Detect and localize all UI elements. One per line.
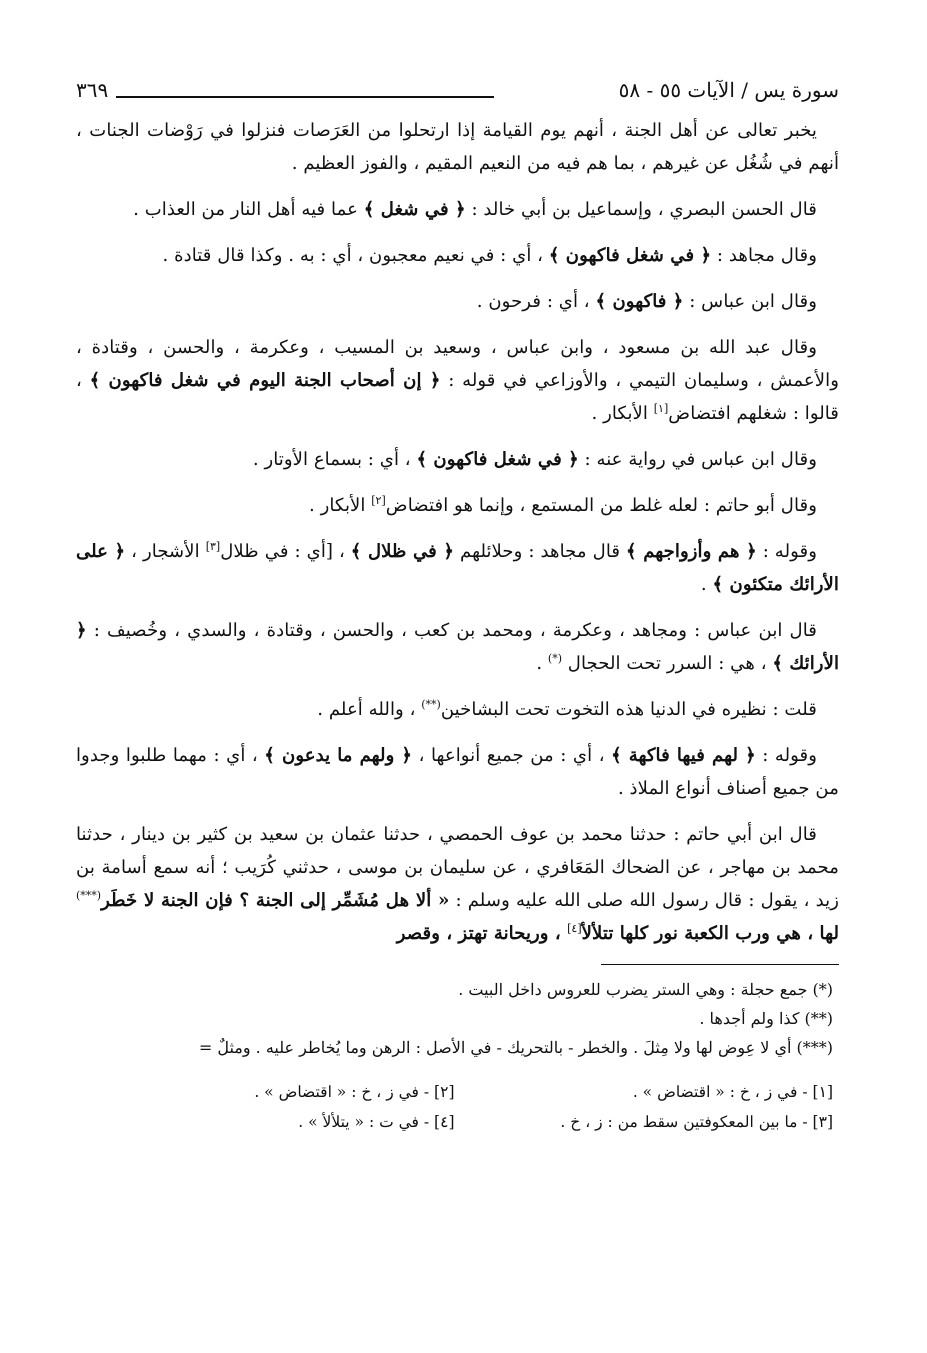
commentary-note: (**) كذا ولم أجدها . xyxy=(699,1009,833,1028)
commentary-note: (***) أي لا عِوض لها ولا مِثلَ . والخطر - بالتحريك - في الأصل : الرهن وما يُخاطر عليه . ومثلٌ = xyxy=(198,1038,833,1057)
text-run: ، أي : من جميع أنواعها ، xyxy=(412,745,612,766)
text-run: عما فيه أهل النار من العذاب . xyxy=(133,199,364,220)
quran-quote: ﴿ الأرائك ﴾ xyxy=(76,620,839,674)
text-run: وقال ابن عباس في رواية عنه : xyxy=(578,449,817,470)
text-run: ، أي : بسماع الأوتار . xyxy=(252,449,417,470)
paragraph-p8 xyxy=(76,535,839,601)
quran-quote: ﴿ فاكهون ﴾ xyxy=(595,291,684,312)
text-run: وقال ابن عباس : xyxy=(683,291,817,312)
paragraph-p5 xyxy=(76,331,839,430)
paragraph-p7 xyxy=(76,489,839,522)
footnote-marker: (*) xyxy=(547,651,562,665)
header-rule xyxy=(116,96,494,98)
main-text xyxy=(76,114,839,950)
text-run: ، هي : السرر تحت الحجال xyxy=(562,653,773,674)
text-run: الأبكار . xyxy=(591,403,654,424)
footnote-marker: [١] xyxy=(653,401,669,415)
quran-quote: ﴿ في شغل فاكهون ﴾ xyxy=(548,245,712,266)
variant-note-2: [٢] - في ز ، خ : « اقتضاض » . xyxy=(254,1083,455,1101)
paragraph-p6 xyxy=(76,443,839,476)
text-run: الأشجار ، xyxy=(125,541,206,562)
text-run: قال ابن عباس : ومجاهد ، وعكرمة ، ومحمد بن كعب ، والحسن ، وقتادة ، والسدي ، وخُصيف : xyxy=(86,620,817,641)
text-run: وقال مجاهد : xyxy=(711,245,817,266)
text-run: ، قالوا : شغلهم افتضاض xyxy=(76,370,839,424)
variant-note-3: [٣] - ما بين المعكوفتين سقط من : ز ، خ . xyxy=(560,1113,833,1131)
text-run: قلت : نظيره في الدنيا هذه التخوت تحت البشاخين xyxy=(440,699,817,720)
quran-quote: ﴿ في شغل فاكهون ﴾ xyxy=(416,449,579,470)
quran-quote: ﴿ في شغل ﴾ xyxy=(363,199,466,220)
text-run: قال مجاهد : وحلائلهم xyxy=(454,541,627,562)
text-run: ، والله أعلم . xyxy=(317,699,422,720)
footnote-marker: (***) xyxy=(76,888,102,902)
text-run: وقال عبد الله بن مسعود ، وابن عباس ، وسعيد بن المسيب ، وعكرمة ، والحسن ، وقتادة ، والأعمش ، وسليمان التيمي ، والأوزاعي في قوله : xyxy=(76,337,839,391)
text-run: ، أي : فرحون . xyxy=(476,291,596,312)
quran-quote: ﴿ هم وأزواجهم ﴾ xyxy=(626,541,757,562)
page-number: ٣٦٩ xyxy=(76,78,109,102)
quran-quote: لها ، هي ورب الكعبة نور كلها تتلألأ xyxy=(581,923,839,944)
quran-quote: ﴿ إن أصحاب الجنة اليوم في شغل فاكهون ﴾ xyxy=(89,370,441,391)
paragraph-p4 xyxy=(76,285,839,318)
quran-quote: ، وريحانة تهتز ، وقصر xyxy=(396,923,568,944)
text-run: قال ابن أبي حاتم : حدثنا محمد بن عوف الحمصي ، حدثنا عثمان بن سعيد بن كثير بن دينار ، حدثنا محمد بن مهاجر ، عن الضحاك المَعَافري ، عن سليمان بن موسى ، حدثني كُرَيب ؛ أنه سمع أسامة بن زيد ، يقول : قال رسول الله صلى الله عليه وسلم : xyxy=(76,824,839,911)
paragraph-p10 xyxy=(76,693,839,726)
paragraph-p12 xyxy=(76,818,839,950)
text-run: وقوله : xyxy=(755,745,818,766)
commentary-notes xyxy=(76,975,839,1062)
footnote-rule xyxy=(601,964,839,965)
text-run: ، أي : في نعيم معجبون ، أي : به . وكذا قال قتادة . xyxy=(162,245,549,266)
quran-quote: ﴿ في ظلال ﴾ xyxy=(350,541,455,562)
manuscript-variant-notes xyxy=(76,1080,839,1134)
footnote-marker: [٣] xyxy=(205,539,221,553)
footnote-marker: [٢] xyxy=(371,493,386,507)
text-run: ، [أي : في ظلال xyxy=(220,541,351,562)
page-header xyxy=(76,70,839,114)
paragraph-p11 xyxy=(76,739,839,805)
text-run: قال الحسن البصري ، وإسماعيل بن أبي خالد : xyxy=(465,199,817,220)
paragraph-p1 xyxy=(76,114,839,180)
variant-note-1: [١] - في ز ، خ : « اقتضاض » . xyxy=(632,1083,833,1101)
quran-quote: ﴿ لهم فيها فاكهة ﴾ xyxy=(611,745,756,766)
footnote-marker: (**) xyxy=(421,697,441,711)
text-run: ، أي : مهما طلبوا وجدوا من جميع أصناف أنواع الملاذ . xyxy=(76,745,839,799)
paragraph-p9 xyxy=(76,614,839,680)
commentary-note: (*) جمع حجلة : وهي الستر يضرب للعروس داخل البيت . xyxy=(458,980,833,999)
paragraph-p3 xyxy=(76,239,839,272)
text-run: يخبر تعالى عن أهل الجنة ، أنهم يوم القيامة إذا ارتحلوا من العَرَصات فنزلوا في رَوْضات الجنات ، أنهم في شُغُل عن غيرهم ، بما هم فيه من النعيم المقيم ، والفوز العظيم . xyxy=(76,120,839,174)
text-run: وقال أبو حاتم : لعله غلط من المستمع ، وإنما هو افتضاض xyxy=(385,495,817,516)
text-run: الأبكار . xyxy=(309,495,372,516)
variant-note-4: [٤] - في ت : « يتلألأ » . xyxy=(298,1113,455,1131)
paragraph-p2 xyxy=(76,193,839,226)
quran-quote: « ألا هل مُشَمِّر إلى الجنة ؟ فإن الجنة لا خَطَر xyxy=(101,890,450,911)
text-run: . xyxy=(536,653,548,674)
quran-quote: ﴿ ولهم ما يدعون ﴾ xyxy=(264,745,413,766)
quran-quote: ﴿ على الأرائك متكئون ﴾ xyxy=(76,541,839,595)
text-run: وقوله : xyxy=(756,541,817,562)
text-run: . xyxy=(700,574,713,595)
running-title: سورة يس / الآيات ٥٥ - ٥٨ xyxy=(618,78,839,102)
footnote-marker: [٤] xyxy=(567,921,582,935)
